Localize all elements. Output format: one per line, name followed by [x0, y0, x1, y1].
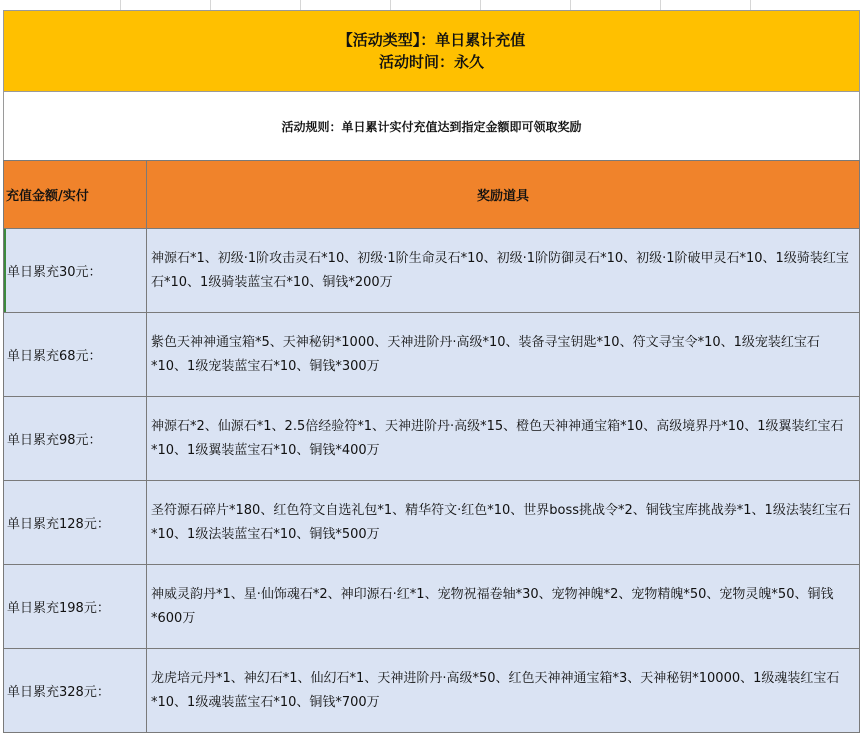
amount-text: 单日累充30元： [7, 265, 102, 280]
table-row [3, 649, 860, 733]
amount-cell[interactable] [4, 649, 147, 732]
reward-text: 紫色天神神通宝箱*5、天神秘钥*1000、天神进阶丹·高级*10、装备寻宝钥匙*10、符文寻宝令*10、1级宠装红宝石*10、1级宠装蓝宝石*10、铜钱*300万 [151, 334, 820, 374]
table-row [3, 565, 860, 649]
table-row [3, 229, 860, 313]
reward-cell[interactable] [147, 313, 859, 396]
column-grid-top [0, 0, 863, 10]
reward-cell[interactable] [147, 481, 859, 564]
reward-cell[interactable] [147, 649, 859, 732]
reward-cell[interactable] [147, 397, 859, 480]
activity-type: 【活动类型】：单日累计充值 [337, 31, 526, 49]
activity-rules-cell[interactable] [3, 92, 860, 160]
amount-cell[interactable] [4, 397, 147, 480]
reward-text: 神威灵韵丹*1、星·仙饰魂石*2、神印源石·红*1、宠物祝福卷轴*30、宠物神魄*2、宠物精魄*50、宠物灵魄*50、铜钱*600万 [151, 586, 834, 626]
table-row [3, 481, 860, 565]
reward-cell[interactable] [147, 229, 859, 312]
activity-time: 活动时间：永久 [378, 53, 484, 71]
amount-cell[interactable] [4, 313, 147, 396]
amount-cell[interactable] [4, 229, 147, 312]
amount-cell[interactable] [4, 565, 147, 648]
amount-text: 单日累充328元： [7, 685, 110, 700]
header-reward-cell[interactable] [147, 161, 859, 228]
table-row [3, 397, 860, 481]
header-amount-cell[interactable] [4, 161, 147, 228]
reward-text: 龙虎培元丹*1、神幻石*1、仙幻石*1、天神进阶丹·高级*50、红色天神神通宝箱*3、天神秘钥*10000、1级魂装红宝石*10、1级魂装蓝宝石*10、铜钱*700万 [151, 670, 840, 710]
header-reward-label: 奖励道具 [476, 189, 529, 204]
table-header-row [3, 160, 860, 229]
activity-rules-text: 活动规则：单日累计实付充值达到指定金额即可领取奖励 [281, 119, 582, 134]
header-amount-label: 充值金额/实付 [6, 189, 89, 204]
reward-text: 神源石*1、初级·1阶攻击灵石*10、初级·1阶生命灵石*10、初级·1阶防御灵石*10、初级·1阶破甲灵石*10、1级骑装红宝石*10、1级骑装蓝宝石*10、铜钱*200万 [151, 250, 849, 290]
amount-cell[interactable] [4, 481, 147, 564]
amount-text: 单日累充98元： [7, 433, 102, 448]
amount-text: 单日累充68元： [7, 349, 102, 364]
reward-cell[interactable] [147, 565, 859, 648]
amount-text: 单日累充198元： [7, 601, 110, 616]
activity-banner-cell[interactable] [3, 10, 860, 92]
table-row [3, 313, 860, 397]
amount-text: 单日累充128元： [7, 517, 110, 532]
reward-text: 神源石*2、仙源石*1、2.5倍经验符*1、天神进阶丹·高级*15、橙色天神神通宝箱*10、高级境界丹*10、1级翼装红宝石*10、1级翼装蓝宝石*10、铜钱*400万 [151, 418, 844, 458]
reward-text: 圣符源石碎片*180、红色符文自选礼包*1、精华符文·红色*10、世界boss挑战令*2、铜钱宝库挑战券*1、1级法装红宝石*10、1级法装蓝宝石*10、铜钱*500万 [151, 502, 851, 542]
